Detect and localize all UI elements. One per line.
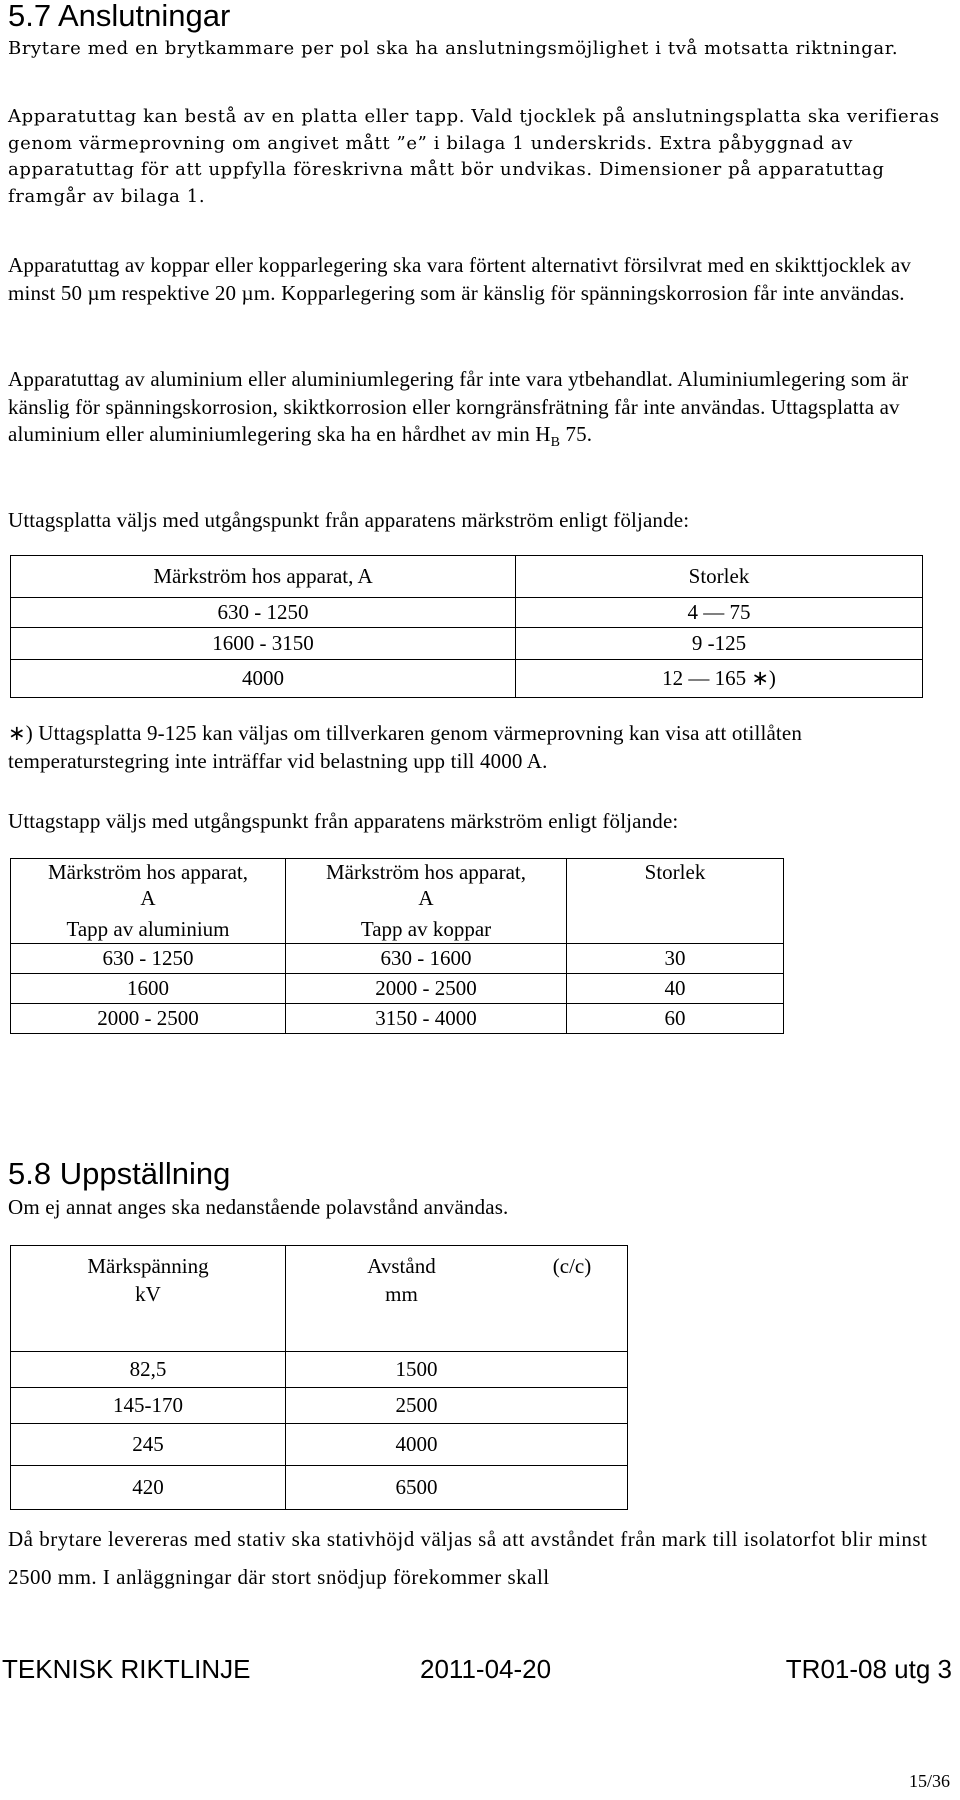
table-cell-value: 6500 — [395, 1475, 438, 1499]
paragraph-copper-terminal: Apparatuttag av koppar eller kopparlegering ska vara förtent alternativt försilvrat med en skikttjocklek av minst 50 µm respektive 20 µm. Kopparlegering som är känslig för spänningskorrosion får inte användas. — [8, 253, 911, 305]
table-row — [11, 1003, 784, 1033]
paragraph-apparatus-terminal: Apparatuttag kan bestå av en platta eller tapp. Vald tjocklek på anslutningsplatta ska verifieras genom värmeprovning om angivet mått ”e” i bilaga 1 underskrids. Extra påbyggnad av apparatuttag för att uppfylla föreskrivna mått bör undvikas. Dimensioner på apparatuttag framgår av bilaga 1. — [8, 106, 940, 207]
paragraph-connections-directions: Brytare med en brytkammare per pol ska ha anslutningsmöjlighet i två motsatta riktningar. — [8, 38, 899, 59]
table-header-cell: Märkspänning kV — [11, 1246, 286, 1352]
footer-doc-type: TEKNISK RIKTLINJE — [2, 1654, 251, 1684]
table-row — [11, 598, 923, 628]
table-cell: 245 — [11, 1424, 286, 1466]
table-header-cell: Storlek — [516, 556, 923, 598]
paragraph-stud-selection: Uttagstapp väljs med utgångspunkt från apparatens märkström enligt följande: — [8, 809, 679, 833]
table-header-cell: Avstånd mm — [286, 1246, 518, 1352]
table-header-row — [11, 915, 784, 943]
table-cell: 420 — [11, 1466, 286, 1510]
table-row — [11, 660, 923, 698]
paragraph-plate-selection: Uttagsplatta väljs med utgångspunkt från apparatens märkström enligt följande: — [8, 508, 690, 532]
table-cell — [286, 1388, 628, 1424]
table-cell — [286, 1466, 628, 1510]
table-cell-value: 4000 — [395, 1432, 438, 1456]
table-cell: 4 — 75 — [516, 598, 923, 628]
table-cell: 1600 - 3150 — [11, 628, 516, 660]
table-row — [11, 1466, 628, 1510]
table-header-cell: Märkström hos apparat, A — [11, 859, 286, 916]
table-row — [11, 628, 923, 660]
table-cell: 2000 - 2500 — [11, 1003, 286, 1033]
table-terminal-stud — [10, 858, 784, 1034]
table-header-cell: Storlek — [567, 859, 784, 916]
table-cell: 630 - 1600 — [286, 943, 567, 973]
table-cell-value: 1500 — [395, 1357, 438, 1381]
page-number: 15/36 — [908, 1771, 950, 1791]
table-header-cell: Tapp av aluminium — [11, 915, 286, 943]
table-cell: 82,5 — [11, 1352, 286, 1388]
table-cell: 12 — 165 ∗) — [516, 660, 923, 698]
table-cell: 9 -125 — [516, 628, 923, 660]
table-header-row — [11, 859, 784, 916]
table-terminal-plate — [10, 555, 923, 698]
table-header-cell: Märkström hos apparat, A — [286, 859, 567, 916]
table-header-row — [11, 556, 923, 598]
table-cell: 1600 — [11, 973, 286, 1003]
table-header-cell: Tapp av koppar — [286, 915, 567, 943]
table-pole-distance — [10, 1245, 628, 1510]
footnote-plate: ∗) Uttagsplatta 9-125 kan väljas om tillverkaren genom värmeprovning kan visa att otillåten temperaturstegring inte inträffar vid belastning upp till 4000 A. — [8, 721, 803, 773]
paragraph-aluminium-terminal: Apparatuttag av aluminium eller aluminiumlegering får inte vara ytbehandlat. Aluminiumlegering som är känslig för spänningskorrosion, skiktkorrosion eller korngränsfrätning får inte användas. Uttagsplatta av aluminium eller aluminiumlegering ska ha en hårdhet av $\min H_B$ 75. — [8, 367, 909, 451]
section-heading-5-8: 5.8 Uppställning — [8, 1156, 231, 1191]
paragraph-pole-distance: Om ej annat anges ska nedanstående polavstånd användas. — [8, 1195, 509, 1219]
table-header-cell: Märkström hos apparat, A — [11, 556, 516, 598]
table-row — [11, 943, 784, 973]
table-cell: 145-170 — [11, 1388, 286, 1424]
table-cell: 60 — [567, 1003, 784, 1033]
table-row — [11, 1388, 628, 1424]
table-cell: 40 — [567, 973, 784, 1003]
section-heading-5-7: 5.7 Anslutningar — [8, 0, 231, 33]
table-cell: 2000 - 2500 — [286, 973, 567, 1003]
table-row — [11, 1352, 628, 1388]
table-row — [11, 1424, 628, 1466]
paragraph-stand-height: Då brytare levereras med stativ ska stativhöjd väljas så att avståndet från mark till isolatorfot blir minst 2500 mm. I anläggningar där stort snödjup förekommer skall — [8, 1527, 928, 1589]
table-cell: 3150 - 4000 — [286, 1003, 567, 1033]
table-cell: 630 - 1250 — [11, 943, 286, 973]
table-cell-value: 2500 — [395, 1393, 438, 1417]
table-header-row — [11, 1246, 628, 1352]
table-cell: 4000 — [11, 660, 516, 698]
table-header-cell — [567, 915, 784, 943]
table-row — [11, 973, 784, 1003]
table-cell — [286, 1424, 628, 1466]
footer-doc-id: TR01-08 utg 3 — [785, 1654, 952, 1684]
table-header-cell: (c/c) — [517, 1246, 628, 1352]
table-cell: 630 - 1250 — [11, 598, 516, 628]
footer-date: 2011-04-20 — [420, 1654, 552, 1684]
table-cell: 30 — [567, 943, 784, 973]
table-cell — [286, 1352, 628, 1388]
